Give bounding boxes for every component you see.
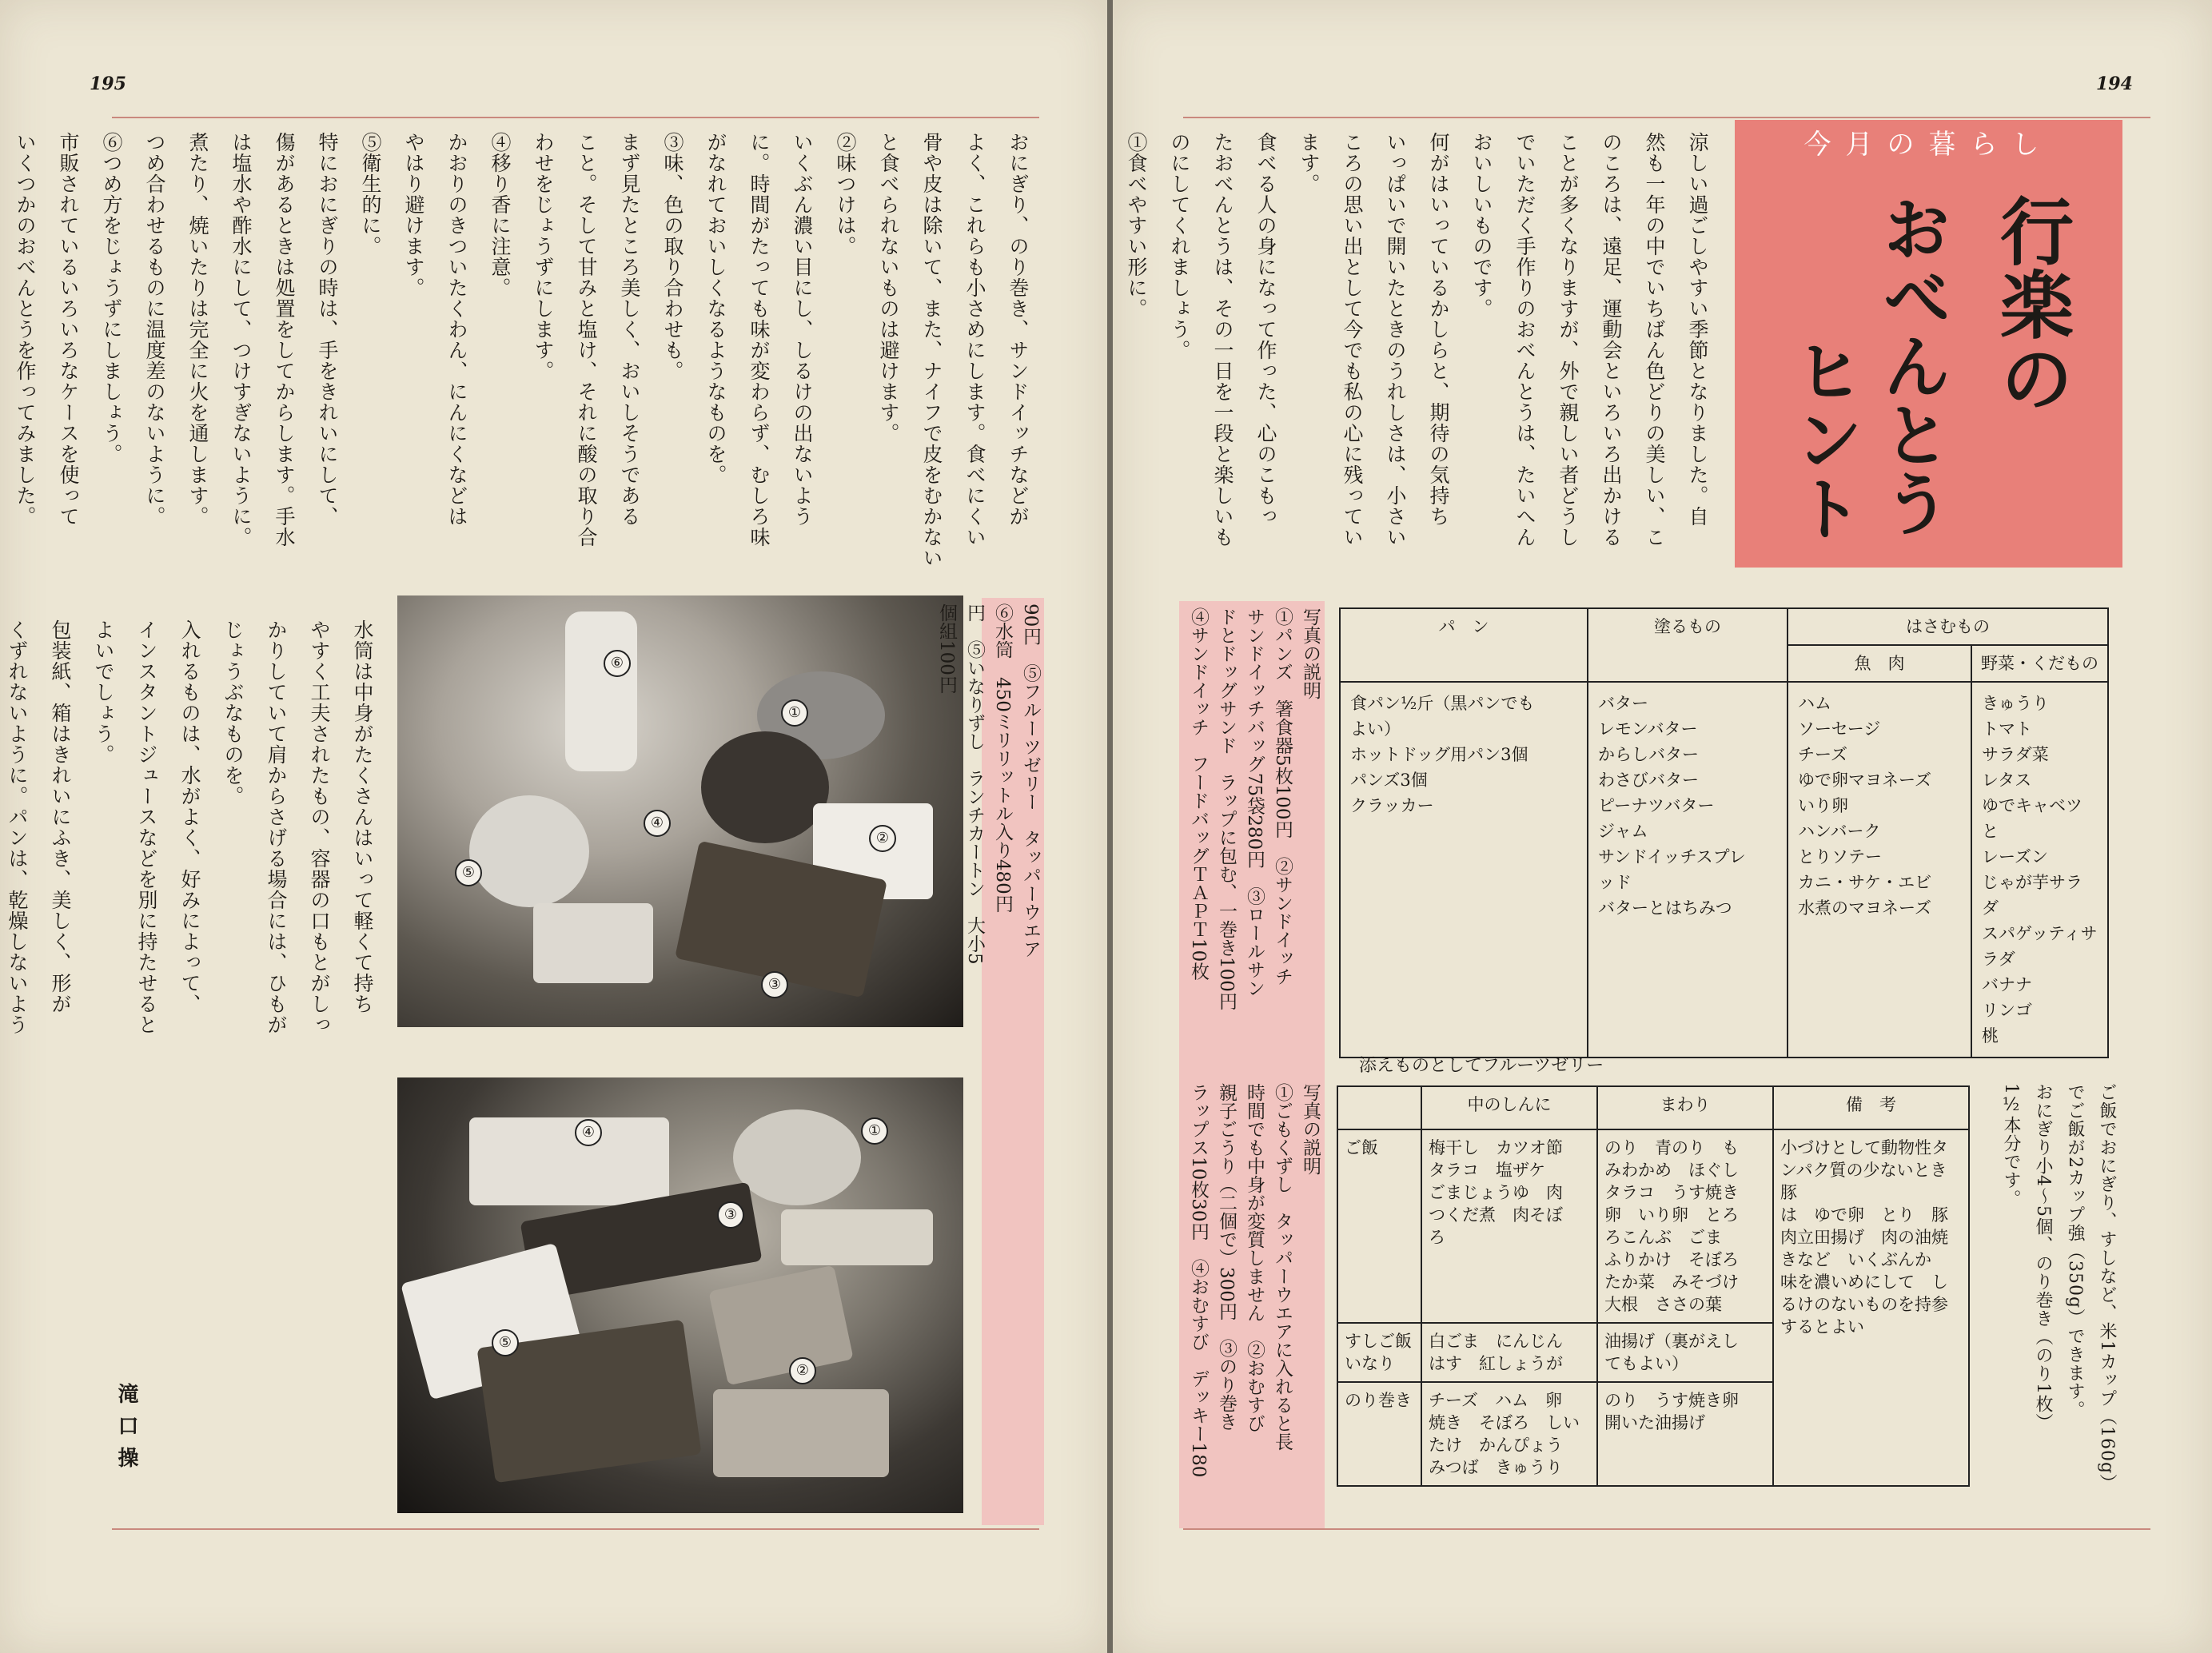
header-spread: 塗るもの: [1588, 608, 1788, 682]
subheader-veg-fruit: 野菜・くだもの: [1971, 645, 2108, 682]
section-kicker: 今月の暮らし: [1803, 129, 2054, 161]
photo-marker: ③: [717, 1201, 744, 1229]
subheader-fish-meat: 魚 肉: [1788, 645, 1971, 682]
top-rule-left: [112, 117, 1039, 118]
table-line: 食パン½斤（黒パンでも: [1350, 694, 1535, 713]
caption-line: サンドイッチバッグ75袋280円 ③ロールサン: [1244, 607, 1265, 998]
photo-caption-right-upper: [1182, 607, 1324, 1055]
table-line: 水煮のマヨネーズ: [1798, 898, 1931, 918]
cell-bread: [1340, 682, 1588, 1058]
author-signature: 滝口操: [114, 1383, 138, 1479]
table-line: クラッカー: [1350, 796, 1434, 815]
table-line: てもよい）: [1604, 1354, 1688, 1373]
cell-fish-meat: [1788, 682, 1971, 1058]
table-line: はす 紅しょうが: [1429, 1354, 1563, 1373]
text-column: 骨や皮は除いて、また、ナイフで皮をむかない: [920, 132, 943, 568]
text-column: ころの思い出として今でも私の心に残ってい: [1341, 132, 1364, 548]
table-line: タラコ 塩ザケ: [1429, 1161, 1546, 1180]
note-line: ご飯でおにぎり、すしなど、米1カップ（160g）: [2097, 1083, 2117, 1493]
photo-marker: ②: [869, 825, 896, 852]
table-line: ろこんぶ ごま: [1604, 1228, 1722, 1247]
table-line: は ゆで卵 とり 豚: [1780, 1205, 1948, 1225]
table-line: レタス: [1982, 771, 2032, 790]
table-line: ピーナツバター: [1598, 796, 1715, 815]
bottom-rule-left: [112, 1528, 1039, 1530]
text-column: に。時間がたっても味が変わらず、むしろ味: [747, 132, 771, 548]
note-line: おにぎり小4〜5個、のり巻き（のり1枚）: [2033, 1083, 2053, 1432]
caption-line: ドとドッグサンド ラップに包む、一巻き100円: [1216, 607, 1237, 1010]
cell-spread: [1588, 682, 1788, 1058]
table-line: レーズン: [1982, 847, 2048, 866]
table-line: ゆで卵マヨネーズ: [1798, 771, 1931, 790]
cell-veg-fruit: [1971, 682, 2108, 1058]
table-line: 卵 いり卵 とろ: [1604, 1205, 1739, 1225]
top-rule-right: [1183, 117, 2150, 118]
table-line: チーズ ハム 卵: [1429, 1391, 1562, 1410]
table-line: いり卵: [1798, 796, 1848, 815]
text-column: は塩水や酢水にして、つけすぎないように。: [229, 132, 253, 548]
table-line: バナナ: [1982, 975, 2032, 994]
table-line: 白ごま にんじん: [1429, 1332, 1563, 1351]
rice-note: [1987, 1083, 2122, 1519]
text-column: 然も一年の中でいちばん色どりの美しい、こ: [1643, 132, 1666, 548]
table-line: たけ かんぴょう: [1429, 1436, 1563, 1455]
table-line: ろ: [1429, 1228, 1445, 1247]
bottom-rule-right: [1183, 1528, 2150, 1530]
text-column: 水筒は中身がたくさんはいって軽くて持ち: [351, 619, 374, 1014]
table-line: タラコ うす焼き: [1604, 1183, 1739, 1202]
row-label: ご飯: [1337, 1129, 1421, 1323]
text-column: おにぎり、のり巻き、サンドイッチなどが: [1006, 132, 1030, 527]
caption-line: 写真の説明: [1300, 1083, 1321, 1175]
table-line: ごまじょうゆ 肉: [1429, 1183, 1563, 1202]
text-column: おいしいものです。: [1470, 132, 1493, 319]
photo-rice-lunch: [397, 1077, 963, 1513]
table-line: じゃが芋サラダ: [1982, 873, 2082, 918]
text-column: 傷があるときは処置をしてからします。手水: [273, 132, 296, 548]
left-lower-text: [6, 619, 384, 1483]
cell-core: [1421, 1323, 1597, 1382]
table-line: きなど いくぶんか: [1780, 1250, 1931, 1269]
table-line: ふりかけ そぼろ: [1604, 1250, 1739, 1269]
table-line: ラダ: [1982, 950, 2015, 969]
caption-line: ⑥水筒 450ミリリットル入り480円: [992, 603, 1013, 913]
photo-marker: ⑤: [492, 1329, 519, 1356]
text-column: 食べる人の身になって作った、心のこもっ: [1254, 132, 1277, 527]
table-line: カニ・サケ・エビ: [1798, 873, 1932, 892]
text-column: ①食べやすい形に。: [1125, 132, 1148, 319]
table-line: バター: [1598, 694, 1648, 713]
caption-line: 個組100円: [936, 603, 957, 694]
row-label: すしご飯いなり: [1337, 1323, 1421, 1382]
photo-marker: ①: [781, 699, 808, 727]
text-column: ます。: [1297, 132, 1321, 194]
table-line: わさびバター: [1598, 771, 1699, 790]
caption-line: 写真の説明: [1300, 607, 1321, 699]
photo-caption-right-lower: [1182, 1083, 1324, 1519]
table-line: 油揚げ（裏がえし: [1604, 1332, 1739, 1351]
table-line: レモンバター: [1598, 719, 1698, 739]
photo-marker: ③: [761, 971, 788, 998]
page-number-right: 194: [2096, 74, 2133, 94]
header-around: まわり: [1597, 1086, 1773, 1129]
caption-line: 円 ⑤いなりずし ランチカートン 大小5: [964, 603, 985, 965]
table-line: サンドイッチスプレ: [1598, 847, 1746, 866]
text-column: よく、これらも小さめにします。食べにくい: [963, 132, 986, 548]
text-column: いくぶん濃い目にし、しるけの出ないよう: [791, 132, 814, 527]
table-line: ハンバーク: [1798, 822, 1881, 841]
text-column: やはり避けます。: [402, 132, 425, 298]
text-column: のにしてくれましょう。: [1168, 132, 1191, 360]
text-column: こと。そして甘みと塩け、それに酸の取り合: [575, 132, 598, 548]
table-line: 小づけとして動物性タ: [1780, 1138, 1948, 1157]
table-line: みわかめ ほぐし: [1604, 1161, 1739, 1180]
cell-core: [1421, 1129, 1597, 1323]
table-line: ゆでキャベツと: [1982, 796, 2082, 841]
table-line: 開いた油揚げ: [1604, 1413, 1705, 1432]
table-line: みつば きゅうり: [1429, 1458, 1563, 1477]
caption-line: 90円 ⑤フルーツゼリー タッパーウエア: [1020, 603, 1041, 958]
text-column: ③味、色の取り合わせも。: [661, 132, 684, 381]
table-line: るけのないものを持参: [1780, 1295, 1948, 1314]
table-line: ソーセージ: [1798, 719, 1881, 739]
table-line: バターとはちみつ: [1598, 898, 1732, 918]
table-line: スパゲッティサ: [1982, 924, 2098, 943]
text-column: がなれておいしくなるようなものを。: [704, 132, 727, 485]
text-column: 涼しい過ごしやすい季節となりました。自: [1686, 132, 1709, 527]
text-column: じょうぶなものを。: [221, 619, 245, 807]
table-line: サラダ菜: [1982, 745, 2049, 764]
text-column: つめ合わせるものに温度差のないように。: [143, 132, 166, 527]
photo-marker: ⑤: [455, 859, 482, 886]
header-empty: [1337, 1086, 1421, 1129]
rice-table: [1337, 1085, 1970, 1487]
photo-marker: ⑥: [604, 650, 631, 677]
table-line: つくだ煮 肉そぼ: [1429, 1205, 1563, 1225]
title-block: [1735, 120, 2122, 568]
title-line: おべんとう: [1871, 193, 1951, 537]
photo-marker: ②: [789, 1357, 816, 1384]
text-column: 市販されているいろいろなケースを使って: [57, 132, 80, 527]
table-line: ハム: [1798, 694, 1831, 713]
table-line: からしバター: [1598, 745, 1699, 764]
book-spine: [1107, 0, 1113, 1653]
photo-marker: ①: [861, 1117, 888, 1145]
photo-caption-left: [936, 603, 1044, 1515]
text-column: いくつかのおべんとうを作ってみました。: [14, 132, 37, 527]
photo-marker: ④: [644, 810, 671, 837]
row-label: のり巻き: [1337, 1382, 1421, 1486]
caption-line: ①パンズ 箸食器5枚100円 ②サンドイッチ: [1272, 607, 1293, 986]
table-line: するとよい: [1780, 1317, 1864, 1336]
table-line: トマト: [1982, 719, 2032, 739]
photo-marker: ④: [575, 1119, 602, 1146]
table-line: 梅干し カツオ節: [1429, 1138, 1563, 1157]
text-column: インスタントジュースなどを別に持たせると: [135, 619, 158, 1035]
table-line: ッド: [1598, 873, 1632, 892]
sandwich-table: [1339, 607, 2109, 1058]
table-line: 肉立田揚げ 肉の油焼: [1780, 1228, 1948, 1247]
title-line: 行楽の: [1988, 193, 2074, 414]
photo-sandwich-lunch: [397, 595, 963, 1027]
intro-text: [1125, 132, 1719, 580]
text-column: ⑥つめ方をじょうずにしましょう。: [100, 132, 123, 464]
text-column: よいでしょう。: [92, 619, 115, 765]
text-column: わせをじょうずにします。: [532, 132, 555, 381]
header-notes: 備 考: [1773, 1086, 1969, 1129]
table-line: リンゴ: [1982, 1001, 2032, 1020]
table-line: よい）: [1350, 719, 1401, 739]
table-line: 味を濃いめにして し: [1780, 1273, 1948, 1292]
header-fillings: はさむもの: [1788, 608, 2108, 645]
left-upper-text: [14, 132, 1039, 580]
caption-line: ラップス10枚30円 ④おむすび デッキー180: [1188, 1083, 1209, 1478]
text-column: 煮たり、焼いたりは完全に火を通します。: [186, 132, 209, 527]
header-bread: パ ン: [1340, 608, 1588, 682]
table-line: 桃: [1982, 1026, 1999, 1046]
text-column: でいただく手作りのおべんとうは、たいへん: [1513, 132, 1536, 548]
text-column: いっぱいで開いたときのうれしさは、小さい: [1384, 132, 1407, 548]
rice-table-title: 添えものとしてフルーツゼリー: [1359, 1056, 1604, 1076]
cell-notes: [1773, 1129, 1969, 1486]
table-line: チーズ: [1798, 745, 1847, 764]
cell-core: [1421, 1382, 1597, 1486]
caption-line: ①ごもくずし タッパーウエアに入れると長: [1272, 1083, 1293, 1451]
text-column: かりしていて肩からさげる場合には、ひもが: [265, 619, 288, 1035]
text-column: 特におにぎりの時は、手をきれいにして、: [316, 132, 339, 527]
text-column: のころは、遠足、運動会といろいろ出かける: [1600, 132, 1623, 548]
caption-line: 時間でも中身が変質しません ②おむすび: [1244, 1083, 1265, 1432]
cell-around: [1597, 1323, 1773, 1382]
note-line: 1½本分です。: [2001, 1083, 2021, 1208]
table-line: のり 青のり も: [1604, 1138, 1739, 1157]
text-column: たおべんとうは、その一日を一段と楽しいも: [1211, 132, 1234, 548]
text-column: と食べられないものは避けます。: [877, 132, 900, 444]
caption-line: 親子ごうり（二個で）300円 ③のり巻き: [1216, 1083, 1237, 1431]
text-column: 入れるものは、水がよく、好みによって、: [178, 619, 201, 1014]
table-line: 大根 ささの葉: [1604, 1295, 1722, 1314]
text-column: くずれないように。パンは、乾燥しないよう: [6, 619, 29, 1035]
table-line: のり うす焼き卵: [1604, 1391, 1739, 1410]
text-column: ⑤衛生的に。: [359, 132, 382, 257]
header-core: 中のしんに: [1421, 1086, 1597, 1129]
table-line: ジャム: [1598, 822, 1648, 841]
text-column: ④移り香に注意。: [488, 132, 512, 298]
table-line: ンパク質の少ないとき豚: [1780, 1161, 1947, 1202]
cell-around: [1597, 1382, 1773, 1486]
table-line: とりソテー: [1798, 847, 1882, 866]
table-line: きゅうり: [1982, 694, 2049, 713]
text-column: ことが多くなりますが、外で親しい者どうし: [1556, 132, 1580, 548]
title-line: ヒント: [1783, 336, 1863, 542]
page-number-left: 195: [90, 74, 126, 94]
text-column: ②味つけは。: [834, 132, 857, 257]
text-column: まず見たところ美しく、おいしそうである: [618, 132, 641, 527]
table-line: ホットドッグ用パン3個: [1350, 745, 1528, 764]
note-line: でご飯が2カップ強（350g）できます。: [2065, 1083, 2085, 1420]
caption-line: ④サンドイッチ フードバッグＴＡＰＴ10枚: [1188, 607, 1209, 981]
table-line: たか菜 みそづけ: [1604, 1273, 1739, 1292]
text-column: 何がはいっているかしらと、期待の気持ち: [1427, 132, 1450, 527]
text-column: やすく工夫されたもの、容器の口もとがしっ: [308, 619, 331, 1035]
text-column: かおりのきついたくわん、にんにくなどは: [445, 132, 468, 527]
text-column: 包装紙、箱はきれいにふき、美しく、形が: [49, 619, 72, 1014]
table-line: 焼き そぼろ しい: [1429, 1413, 1580, 1432]
cell-around: [1597, 1129, 1773, 1323]
table-line: パンズ3個: [1350, 771, 1428, 790]
